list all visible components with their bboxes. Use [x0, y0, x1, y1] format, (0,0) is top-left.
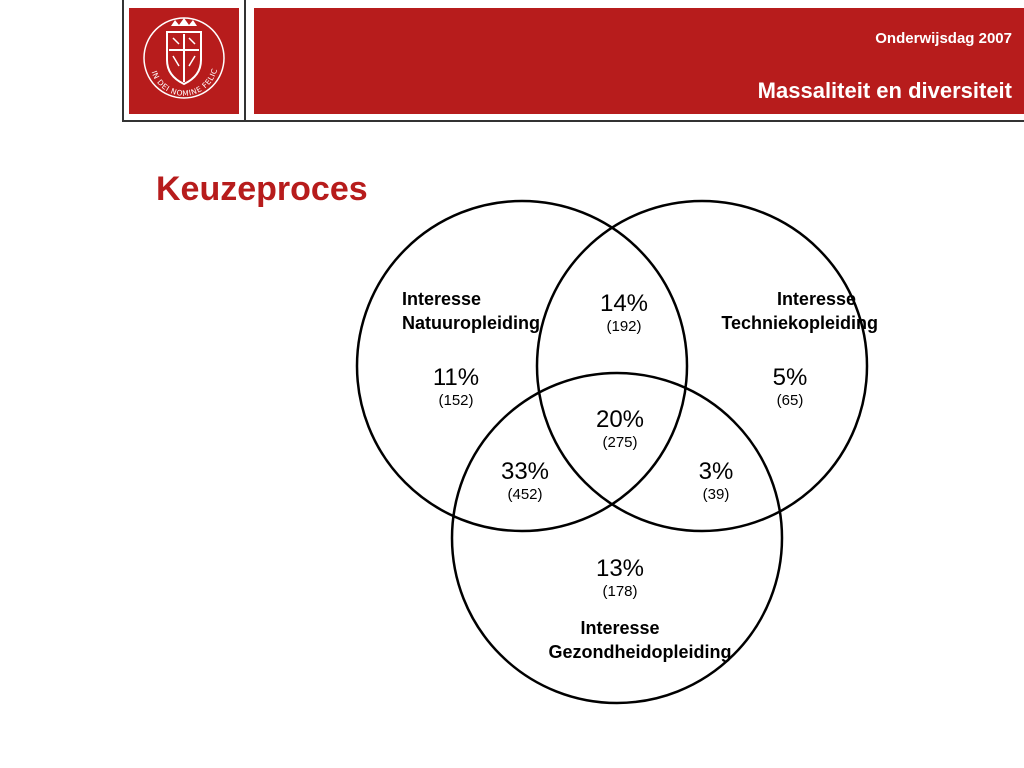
slide-title: Keuzeproces [156, 170, 368, 208]
techniek-set-label [693, 287, 878, 335]
techniek-label-line2: Techniekopleiding [721, 313, 878, 333]
region-pct: 5% [772, 364, 808, 391]
techniek-label-line1: Interesse [776, 289, 856, 309]
region-count: (152) [438, 392, 474, 409]
region-natuur-gezondheid [465, 458, 585, 504]
region-all-three [560, 406, 680, 452]
gezondheid-label-line1: Interesse [580, 618, 660, 638]
natuur-label-line2: Natuuropleiding [402, 313, 540, 333]
region-pct: 33% [500, 458, 550, 485]
region-techniek-only [730, 364, 850, 410]
logo-motto: IN DEI NOMINE FELIC [149, 67, 220, 98]
region-gezondheid-only [560, 555, 680, 601]
region-natuur-techniek [564, 290, 684, 336]
gezondheid-set-label [530, 616, 750, 664]
natuur-set-label [402, 287, 540, 335]
region-count: (275) [602, 434, 638, 451]
region-count: (452) [507, 486, 543, 503]
region-techniek-gezondheid [656, 458, 776, 504]
gezondheid-label-line2: Gezondheidopleiding [548, 642, 732, 662]
presentation-title: Massaliteit en diversiteit [757, 78, 1012, 103]
region-count: (39) [702, 486, 730, 503]
region-pct: 3% [698, 458, 734, 485]
region-pct: 11% [432, 364, 480, 391]
region-natuur-only [396, 364, 516, 410]
region-pct: 14% [599, 290, 649, 317]
event-name: Onderwijsdag 2007 [875, 30, 1012, 47]
region-pct: 20% [595, 406, 645, 433]
natuur-label-line1: Interesse [402, 289, 482, 309]
region-count: (65) [776, 392, 804, 409]
region-pct: 13% [595, 555, 645, 582]
region-count: (192) [606, 318, 642, 335]
region-count: (178) [602, 583, 638, 600]
